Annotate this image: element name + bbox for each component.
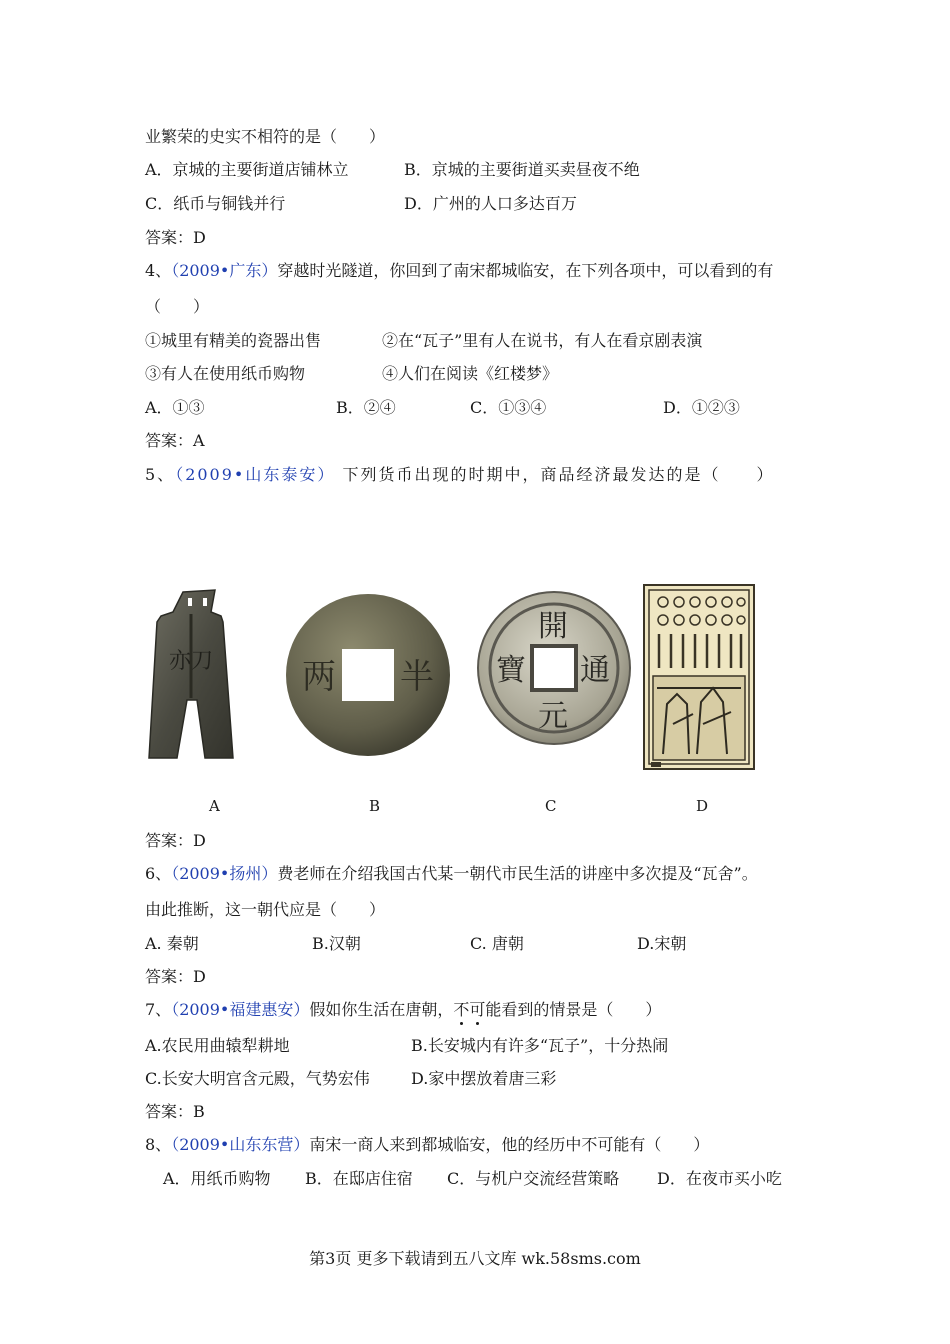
q4-option-d: D．①②③: [663, 398, 740, 417]
q7-option-c: C.长安大明宫含元殿，气势宏伟: [145, 1069, 370, 1088]
q7-option-b: B.长安城内有许多“瓦子”，十分热闹: [411, 1036, 669, 1055]
q8-number: 8、: [145, 1135, 172, 1154]
q4-stem-text: 穿越时光隧道，你回到了南宋都城临安，在下列各项中，可以看到的有: [277, 261, 774, 280]
q7-emphasis-char-2: 可: [469, 1000, 486, 1019]
q4-source: （2009•广东）: [171, 261, 278, 280]
spade-coin-image: [143, 588, 239, 764]
q6-option-c: C. 唐朝: [470, 934, 524, 953]
q8-stem-text: 南宋一商人来到都城临安，他的经历中不可能有（ ）: [309, 1135, 710, 1154]
q5-answer: 答案：D: [145, 831, 206, 850]
q7-stem-text-b: 能看到的情景是（ ）: [485, 1000, 662, 1019]
q6-stem: [145, 864, 758, 884]
q7-option-a: A.农民用曲辕犁耕地: [145, 1036, 290, 1055]
q8-stem: [145, 1135, 709, 1155]
q8-source: （2009•山东东营）: [171, 1135, 310, 1154]
q3-option-c: C．纸币与铜钱并行: [145, 194, 286, 213]
q4-item-1: ①城里有精美的瓷器出售: [145, 331, 322, 350]
q6-option-b: B.汉朝: [312, 934, 361, 953]
jiaozi-paper-money-image: [643, 584, 755, 770]
q4-item-3: ③有人在使用纸币购物: [145, 364, 306, 383]
q5-source: （2009•山东泰安）: [175, 465, 336, 484]
q4-answer: 答案：A: [145, 431, 205, 450]
q7-source: （2009•福建惠安）: [171, 1000, 310, 1019]
q6-option-a: A. 秦朝: [145, 934, 199, 953]
q3-stem: 业繁荣的史实不相符的是（ ）: [145, 127, 386, 146]
q7-stem-text-a: 假如你生活在唐朝，: [309, 1000, 454, 1019]
banliang-char-left: 两: [302, 657, 336, 697]
q3-answer: 答案：D: [145, 228, 206, 247]
q3-option-a: A．京城的主要街道店铺林立: [145, 160, 349, 179]
caption-d: D: [696, 797, 709, 815]
q8-option-a: A．用纸币购物: [163, 1169, 271, 1188]
q7-option-d: D.家中摆放着唐三彩: [411, 1069, 557, 1088]
q3-option-b: B．京城的主要街道买卖昼夜不绝: [404, 160, 640, 179]
kaiyuan-char-left: 寶: [496, 653, 526, 688]
banliang-char-right: 半: [400, 657, 434, 697]
q4-number: 4、: [145, 261, 172, 280]
q6-number: 6、: [145, 864, 172, 883]
q4-option-b: B．②④: [336, 398, 396, 417]
q5-number: 5、: [145, 465, 176, 484]
q6-stem-line2: 由此推断，这一朝代应是（ ）: [145, 900, 386, 919]
q7-number: 7、: [145, 1000, 172, 1019]
q4-stem-paren: （ ）: [145, 297, 210, 316]
kaiyuan-char-top: 開: [538, 609, 568, 644]
q4-stem: [145, 261, 773, 281]
q3-option-d: D．广州的人口多达百万: [404, 194, 577, 213]
kaiyuan-coin-image: [476, 590, 632, 746]
q6-stem-text: 费老师在介绍我国古代某一朝代市民生活的讲座中多次提及“瓦舍”。: [277, 864, 758, 883]
q7-stem: [145, 1000, 661, 1020]
q8-option-d: D．在夜市买小吃: [657, 1169, 782, 1188]
kaiyuan-char-bottom: 元: [538, 699, 568, 734]
q7-answer: 答案：B: [145, 1102, 205, 1121]
q6-answer: 答案：D: [145, 967, 206, 986]
q5-stem-text: 下列货币出现的时期中，商品经济最发达的是（ ）: [342, 465, 775, 484]
q8-option-c: C．与机户交流经营策略: [447, 1169, 620, 1188]
q4-option-c: C．①③④: [470, 398, 547, 417]
q4-item-4: ④人们在阅读《红楼梦》: [382, 364, 559, 383]
spade-coin-inscription: 亦刀: [169, 649, 214, 674]
q6-source: （2009•扬州）: [171, 864, 278, 883]
q7-emphasis-char-1: 不: [453, 1000, 470, 1019]
caption-b: B: [369, 797, 381, 815]
q4-item-2: ②在“瓦子”里有人在说书，有人在看京剧表演: [382, 331, 703, 350]
caption-a: A: [209, 797, 220, 815]
page-footer: 第3页 更多下载请到五八文库 wk.58sms.com: [309, 1249, 641, 1268]
q5-stem: [145, 465, 774, 485]
q6-option-d: D.宋朝: [637, 934, 687, 953]
q8-option-b: B．在邸店住宿: [305, 1169, 413, 1188]
banliang-coin-image: [284, 592, 452, 758]
caption-c: C: [545, 797, 557, 815]
q4-option-a: A．①③: [145, 398, 205, 417]
kaiyuan-char-right: 通: [580, 653, 610, 688]
